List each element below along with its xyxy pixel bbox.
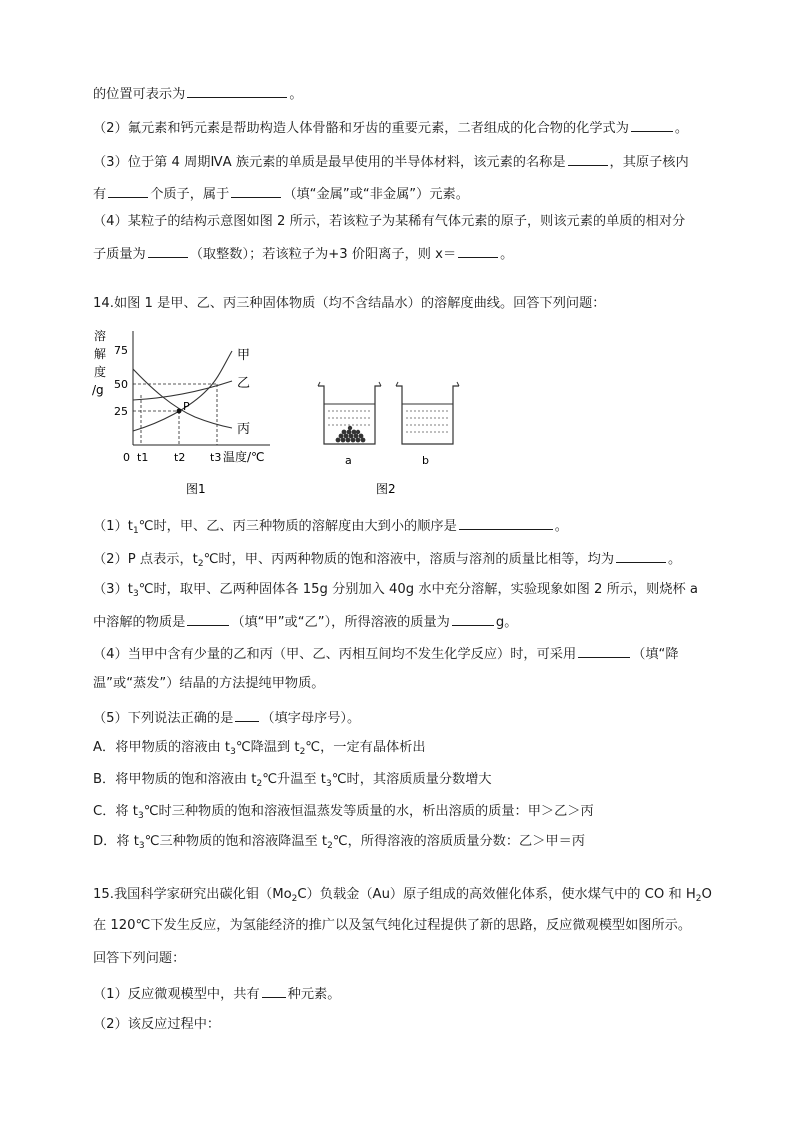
option-a: A．将甲物质的溶液由 $t_3℃$降温到 $t_2℃$，一定有晶体析出 (93, 740, 426, 757)
option-d: D．将 $t_3℃$三种物质的饱和溶液降温至 $t_2℃$，所得溶液的溶质质量分数：乙＞甲＝丙 (93, 834, 585, 851)
q14-part3: $(3)t_3℃$时，取甲、乙两种固体各 15g 分别加入 40g 水中充分溶解，实验现象如图 2 所示，则烧杯 a (93, 582, 698, 599)
q14-part1: $(1)t_1℃$时，甲、乙、丙三种物质的溶解度由大到小的顺序是 。 (93, 516, 568, 539)
x-tick-label: t2 (174, 451, 186, 464)
q15-stem-line1: 15.我国科学家研究出碳化钼$(Mo_2C)$负载金（Au）原子组成的高效催化体系，使水煤气中的 CO 和 $H_2O$ (93, 887, 712, 904)
answer-blank[interactable] (231, 184, 281, 198)
y-axis-label (92, 328, 110, 397)
answer-blank[interactable] (631, 118, 673, 132)
point-p-label: P (183, 400, 190, 413)
beaker-label-b: b (422, 454, 429, 467)
answer-blank[interactable] (458, 244, 498, 258)
figure-caption: 图2 (376, 482, 396, 496)
q13-part4-cont: 子质量为 （取整数）；若该粒子为+3 价阳离子，则 x＝ 。 (93, 244, 513, 263)
x-axis-label: 温度/℃ (223, 450, 265, 464)
q14-part2: （2）P 点表示，$t_2℃$时，甲、丙两种物质的饱和溶液中，溶质与溶剂的质量比相等，均为 。 (93, 549, 681, 572)
answer-blank[interactable] (578, 644, 630, 658)
q15-stem-line2: 在 120℃下发生反应，为氢能经济的推广以及氢气纯化过程提供了新的思路，反应微观模型如图所示。 (93, 918, 692, 933)
answer-blank[interactable] (568, 152, 608, 166)
answer-blank[interactable] (262, 984, 286, 998)
y-label-char: 解 (94, 347, 107, 361)
q14-stem: 14.如图 1 是甲、乙、丙三种固体物质（均不含结晶水）的溶解度曲线。回答下列问题： (93, 296, 606, 311)
q15-part1: （1）反应微观模型中，共有 种元素。 (93, 984, 340, 1003)
y-tick-label: 25 (114, 405, 128, 418)
answer-blank[interactable] (459, 516, 553, 530)
x-tick-label: t1 (137, 451, 149, 464)
origin-label: 0 (123, 451, 130, 464)
x-tick-label: t3 (210, 451, 222, 464)
answer-blank[interactable] (616, 549, 666, 563)
y-label-char: 度 (94, 365, 107, 379)
beaker-figure (314, 378, 464, 498)
answer-blank[interactable] (235, 708, 259, 722)
curve-label-yi: 乙 (237, 376, 251, 391)
q14-part4-cont: 温”或“蒸发”）结晶的方法提纯甲物质。 (93, 676, 325, 691)
crystal-deposit (336, 426, 366, 443)
q13-part3: （3）位于第 4 周期ⅣA 族元素的单质是最早使用的半导体材料，该元素的名称是 ，其原子核内 (93, 152, 689, 171)
q15-stem-line3: 回答下列问题： (93, 951, 186, 966)
beaker-b (396, 382, 459, 444)
answer-blank[interactable] (187, 612, 229, 626)
q14-part5: （5）下列说法正确的是 （填字母序号）。 (93, 708, 360, 727)
curve-label-jia: 甲 (237, 348, 251, 363)
q13-part2: （2）氟元素和钙元素是帮助构造人体骨骼和牙齿的重要元素，二者组成的化合物的化学式为 。 (93, 118, 688, 137)
q14-part3-cont: 中溶解的物质是 （填“甲”或“乙”），所得溶液的质量为 g。 (93, 612, 517, 631)
q13-part3-cont: 有 个质子，属于 （填“金属”或“非金属”）元素。 (93, 184, 469, 203)
beaker-label-a: a (345, 454, 352, 467)
figure-caption: 图1 (186, 482, 206, 496)
answer-blank[interactable] (452, 612, 494, 626)
curve-label-bing: 丙 (237, 422, 251, 437)
y-tick-label: 50 (114, 378, 128, 391)
q14-part4: （4）当甲中含有少量的乙和丙（甲、乙、丙相互间均不发生化学反应）时，可采用 （填“降 (93, 644, 679, 663)
y-label-char: 溶 (94, 329, 107, 343)
option-c: C．将 $t_3℃$时三种物质的饱和溶液恒温蒸发等质量的水，析出溶质的质量：甲＞乙＞丙 (93, 804, 594, 821)
beaker-a (318, 382, 381, 444)
q15-part2: （2）该反应过程中： (93, 1017, 221, 1032)
q13-line-position: 的位置可表示为 。 (93, 84, 303, 103)
solubility-chart (90, 323, 280, 498)
y-tick-label: 75 (114, 344, 128, 357)
answer-blank[interactable] (187, 84, 287, 98)
option-b: B．将甲物质的饱和溶液由 $t_2℃$升温至 $t_3℃$时，其溶质质量分数增大 (93, 772, 492, 789)
y-label-char: /g (92, 383, 104, 397)
answer-blank[interactable] (148, 244, 188, 258)
point-p (177, 409, 182, 414)
q13-part4: （4）某粒子的结构示意图如图 2 所示，若该粒子为某稀有气体元素的原子，则该元素的单质的相对分 (93, 214, 686, 229)
answer-blank[interactable] (108, 184, 148, 198)
